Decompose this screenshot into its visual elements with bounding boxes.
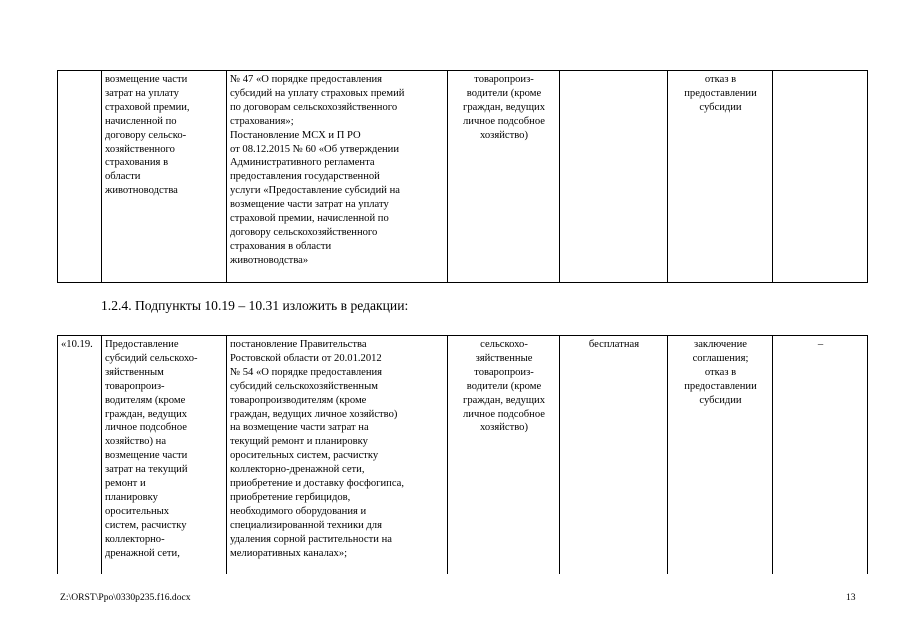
cell-text-line: мелиоративных каналах»; (230, 547, 348, 559)
cell-result (668, 336, 773, 575)
cell-text-line: водители (кроме (466, 87, 542, 99)
cell-text-line: зяйственные (475, 352, 533, 364)
cell-text-line: договору сельскохозяйственного (230, 226, 378, 238)
cell-text-line: отказ в (704, 74, 737, 85)
cell-text-line: договору сельско- (105, 129, 187, 141)
cell-text-line: услуги «Предоставление субсидий на (230, 185, 400, 197)
cell-text-line: граждан, ведущих (105, 408, 188, 420)
cell-text-line: субсидии (699, 394, 742, 406)
cell-text-line: товаропроизводителям (кроме (230, 394, 367, 406)
cell-text-line: систем, расчистку (105, 519, 187, 531)
cell-text-line: предоставления государственной (230, 171, 380, 183)
cell-text-line: субсидий на уплату страховых премий (230, 87, 405, 99)
cell-text-line: хозяйство) (479, 129, 528, 141)
cell-payment (560, 71, 668, 283)
cell-text-line: № 54 «О порядке предоставления (230, 366, 383, 378)
cell-text-line: отказ в (704, 366, 737, 378)
cell-service-name (102, 336, 227, 575)
cell-text-line: субсидий сельскохозяйственным (230, 380, 378, 392)
cell-text-line: оросительных систем, расчистку (230, 450, 379, 462)
cell-text-line: приобретение гербицидов, (230, 491, 351, 503)
cell-service-name (102, 71, 227, 283)
cell-text-line: затрат на уплату (105, 87, 179, 99)
cell-recipients (448, 336, 560, 575)
cell-text-line: Постановление МСХ и П РО (230, 129, 361, 141)
cell-text-line: хозяйство) на (105, 436, 167, 448)
cell-text-line: Ростовской области от 20.01.2012 (230, 352, 382, 364)
cell-legal-basis (227, 71, 448, 283)
cell-text-line: страхования в (105, 157, 169, 169)
cell-text-line: водители (кроме (466, 380, 542, 392)
cell-extra (773, 71, 868, 283)
cell-recipients (448, 71, 560, 283)
cell-extra: – (773, 336, 868, 575)
cell-text-line: планировку (105, 491, 158, 503)
cell-text-line: необходимого оборудования и (230, 505, 367, 517)
cell-text-line: Предоставление (105, 339, 179, 350)
cell-text-line: личное подсобное (105, 422, 187, 434)
cell-text-line: граждан, ведущих (462, 101, 546, 113)
table-continuation (57, 70, 868, 283)
cell-text-line: предоставлении (684, 87, 757, 99)
cell-payment: бесплатная (560, 336, 668, 575)
cell-text-line: сельскохо- (480, 339, 528, 350)
cell-text-line: коллекторно-дренажной сети, (230, 464, 365, 476)
cell-text-line: приобретение и доставку фосфогипса, (230, 478, 405, 490)
cell-text-line: товаропроиз- (474, 74, 534, 85)
cell-text-line: страховой премии, (105, 101, 190, 113)
page-number: 13 (846, 592, 856, 603)
cell-text-line: области (105, 171, 141, 183)
cell-text-line: оросительных (105, 505, 170, 517)
cell-text-line: граждан, ведущих (462, 394, 546, 406)
cell-text-line: животноводства» (230, 254, 309, 266)
cell-text-line: ремонт и (105, 478, 146, 490)
cell-text-line: от 08.12.2015 № 60 «Об утверждении (230, 143, 400, 155)
cell-text-line: постановление Правительства (230, 339, 367, 350)
cell-text-line: зяйственным (105, 366, 164, 378)
cell-text-line: личное подсобное (463, 408, 545, 420)
cell-text-line: хозяйство) (479, 422, 528, 434)
cell-text-line: на возмещение части затрат на (230, 422, 369, 434)
cell-text-line: водителям (кроме (105, 394, 186, 406)
cell-text-line: страхования в области (230, 240, 332, 252)
table-main (57, 335, 868, 574)
cell-number: «10.19. (58, 336, 102, 575)
cell-text-line: товаропроиз- (474, 366, 534, 378)
cell-text-line: заключение (694, 339, 747, 350)
cell-text-line: животноводства (105, 185, 178, 197)
cell-text-line: специализированной техники для (230, 519, 382, 531)
cell-text-line: хозяйственного (105, 143, 175, 155)
cell-result (668, 71, 773, 283)
cell-text-line: субсидии (699, 101, 742, 113)
cell-text-line: страховой премии, начисленной по (230, 213, 389, 225)
cell-number (58, 71, 102, 283)
table-row (58, 71, 868, 283)
cell-text-line: возмещение части (105, 74, 188, 85)
cell-text-line: текущий ремонт и планировку (230, 436, 368, 448)
section-heading: 1.2.4. Подпункты 10.19 – 10.31 изложить в редакции: (101, 298, 409, 313)
footer-file-path: Z:\ORST\Ppo\0330p235.f16.docx (60, 592, 191, 603)
cell-text-line: № 47 «О порядке предоставления (230, 74, 383, 85)
cell-text-line: соглашения; (692, 352, 749, 364)
table-row (58, 336, 868, 575)
cell-legal-basis (227, 336, 448, 575)
cell-text-line: товаропроиз- (105, 380, 165, 392)
cell-text-line: личное подсобное (463, 115, 545, 127)
cell-text-line: коллекторно- (105, 533, 165, 545)
cell-text-line: затрат на текущий (105, 464, 188, 476)
cell-text-line: начисленной по (105, 115, 177, 127)
cell-text-line: страхования»; (230, 115, 294, 127)
cell-text-line: Административного регламента (230, 157, 375, 169)
cell-text-line: дренажной сети, (105, 547, 180, 559)
cell-text-line: возмещение части затрат на уплату (230, 199, 389, 211)
cell-text-line: предоставлении (684, 380, 757, 392)
cell-text-line: удаления сорной растительности на (230, 533, 392, 545)
cell-text-line: по договорам сельскохозяйственного (230, 101, 398, 113)
cell-text-line: возмещение части (105, 450, 188, 462)
cell-text-line: граждан, ведущих личное хозяйство) (230, 408, 398, 420)
cell-text-line: субсидий сельскохо- (105, 352, 198, 364)
